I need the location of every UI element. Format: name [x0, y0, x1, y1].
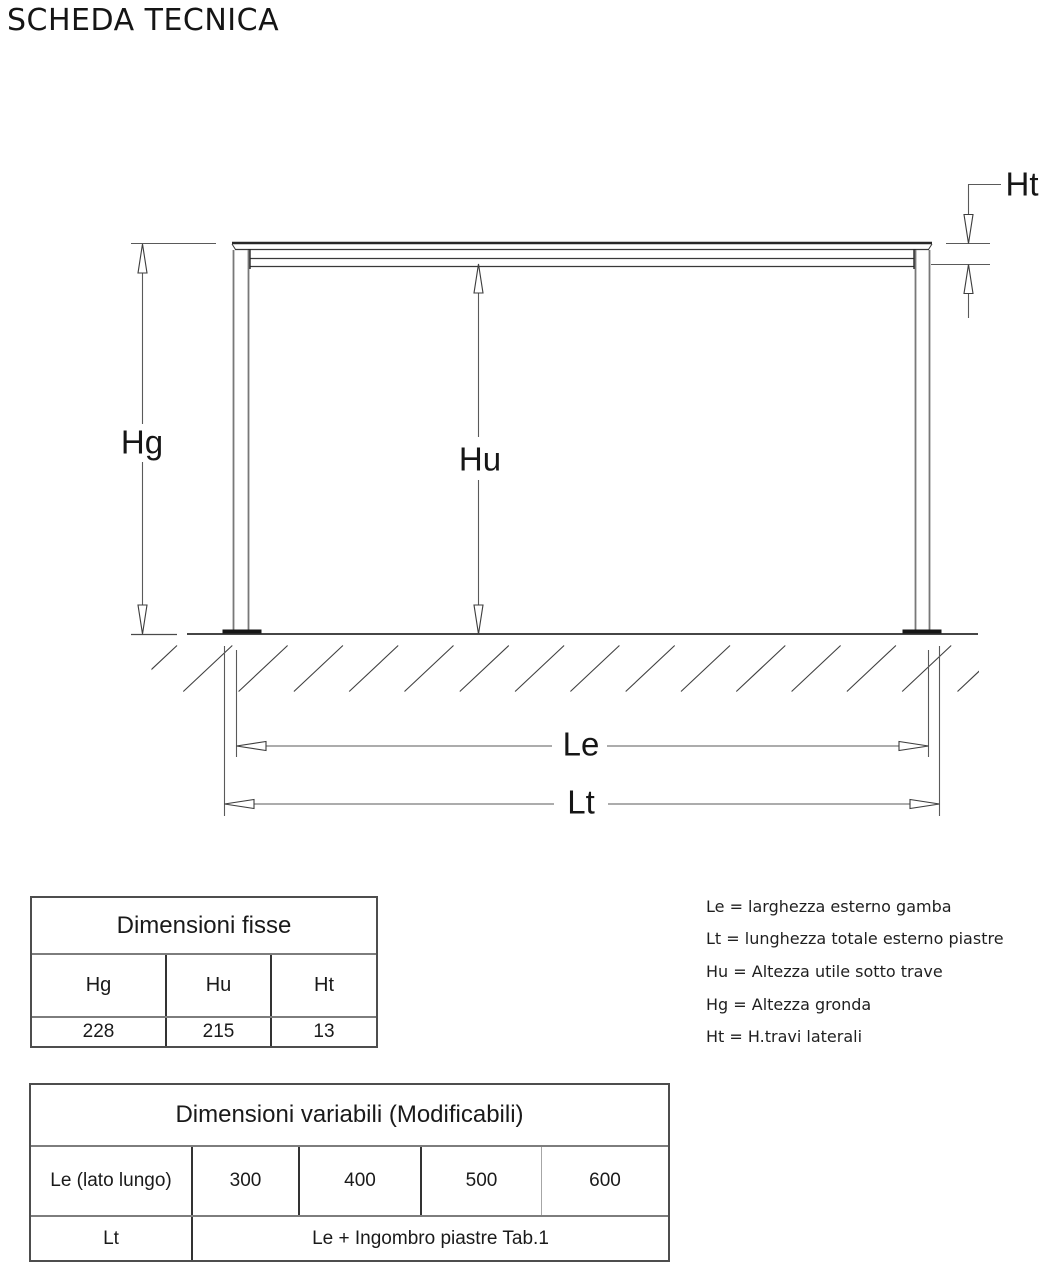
variable-table-le-value-300: 300: [193, 1147, 300, 1215]
hu-dim-label: Hu: [458, 440, 502, 478]
legend-item-hg: Hg = Altezza gronda: [706, 994, 872, 1014]
legend-item-ht: Ht = H.travi laterali: [706, 1027, 863, 1047]
variable-table-title: Dimensioni variabili (Modificabili): [31, 1085, 668, 1147]
fixed-table-header-hg: Hg: [32, 955, 167, 1016]
legend-item-hu: Hu = Altezza utile sotto trave: [706, 961, 943, 981]
base-plates: [223, 630, 942, 634]
ground-hatching: [128, 646, 1007, 692]
variable-table-le-label: Le (lato lungo): [31, 1147, 193, 1215]
legend-item-le: Le = larghezza esterno gamba: [706, 896, 952, 916]
fixed-dimensions-table: [30, 896, 378, 1048]
fixed-table-value-ht: 13: [313, 1021, 335, 1042]
legend: [706, 890, 1004, 1053]
variable-table-lt-label: Lt: [31, 1217, 193, 1260]
variable-table-le-value-400: 400: [300, 1147, 422, 1215]
dimension-ht: [931, 185, 1001, 319]
fixed-table-header-hu: Hu: [167, 955, 272, 1016]
variable-table-le-value-600: 600: [589, 1170, 621, 1191]
left-leg: [234, 250, 249, 630]
legend-item-lt: Lt = lunghezza totale esterno piastre: [706, 929, 1004, 949]
fixed-table-value-hu: 215: [167, 1018, 272, 1046]
le-dim-label: Le: [562, 725, 600, 763]
hg-dim-label: Hg: [120, 423, 164, 461]
right-leg: [916, 250, 930, 630]
ht-dim-label: Ht: [1005, 165, 1039, 203]
ground: [131, 634, 978, 635]
fixed-table-title: Dimensioni fisse: [32, 898, 376, 955]
variable-table-lt-value: Le + Ingombro piastre Tab.1: [312, 1227, 549, 1249]
fixed-table-header-ht: Ht: [314, 974, 334, 996]
variable-dimensions-table: [29, 1083, 670, 1262]
page-title: SCHEDA TECNICA: [7, 3, 280, 38]
frame-structure: [232, 243, 932, 269]
lt-dim-label: Lt: [567, 783, 595, 821]
variable-table-le-value-500: 500: [422, 1147, 542, 1215]
fixed-table-value-hg: 228: [32, 1018, 167, 1046]
